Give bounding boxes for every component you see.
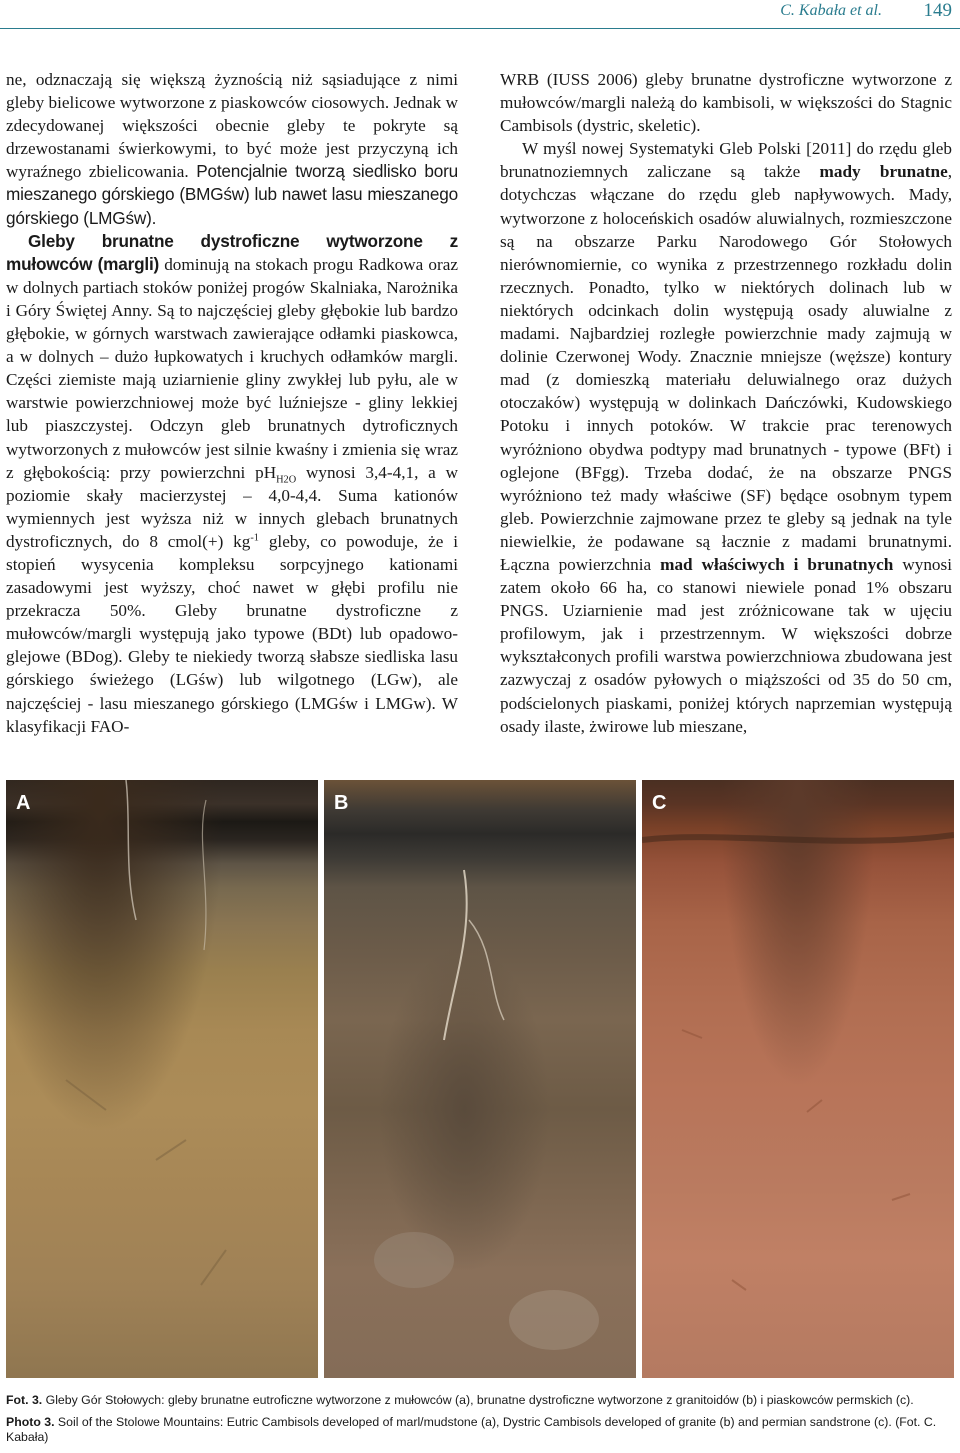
figure-caption-pl: [6, 1393, 954, 1408]
panel-label-a: A: [16, 792, 31, 814]
left-column: [6, 68, 458, 738]
left-p1-text: ne, odznaczają się większą żyznością niż sąsiadujące z nimi gleby bielicowe wytworzone z piaskowców ciosowych. Jednak w zdecydowanej większości obecnie gleby te pokryte są drzewostanami świerkowymi, to być może jest przyczyną ich wyraźnego zbielicowania.: [6, 70, 458, 182]
figure-caption-en: [6, 1415, 954, 1445]
caption-pl-label: Fot. 3.: [6, 1393, 43, 1407]
right-p2a-text: W myśl nowej Systematyki Gleb Polski [2011] do rzędu gleb brunatnoziemnych zaliczane są także: [500, 139, 952, 182]
running-header: [0, 0, 960, 28]
right-p1-text: WRB (IUSS 2006) gleby brunatne dystroficzne wytworzone z mułowców/margli należą do kambisoli, w większości do Stagnic Cambisols (dystric, skeletic).: [500, 70, 952, 136]
ph-subscript: H2O: [276, 474, 297, 486]
left-p1b-text: Potencjalnie tworzą siedlisko boru mieszanego górskiego (BMGśw) lub nawet lasu mieszanego górskiego (LMGśw).: [6, 161, 459, 228]
right-column: [500, 68, 952, 738]
header-rule: [0, 28, 960, 29]
panel-label-b: B: [334, 792, 349, 814]
soil-photo-b: [324, 780, 636, 1378]
right-p2b-text: , dotychczas włączane do rzędu gleb napływowych. Mady, wytworzone z holoceńskich osadów aluwialnych, rozmieszczone są na obszarze Parku Narodowego Gór Stołowych nierównomiernie, co wynika z przestrzennego rozkładu dolin rzecznych. Ponadto, tylko w niektórych dolinach lub w niektórych odcinkach dolin występują osady aluwialne z madami. Najbardziej rozległe powierzchnie mady zajmują w dolinie Czerwonej Wody. Znacznie mniejsze (węższe) kontury mad (z domieszką materiału deluwialnego oraz dużych otoczaków) występują w dolinkach Dańczówki, Kudowskiego Potoku i innych potoków. W trakcie prac terenowych wyróżniono obydwa podtypy mad brunatnych - typowe (BFt) i oglejone (BFgg). Trzeba dodać, że na obszarze PNGS wyróżniono też mady właściwe (SF) będące osobnym typem gleb. Powierzchnie zajmowane przez te gleby są jednak na tyle niewielkie, że podawane są łacznie z madami brunatnymi. Łączna powierzchnia: [500, 162, 953, 574]
soil-photo-a: [6, 780, 318, 1378]
soil-photo-c: [642, 780, 954, 1378]
left-paragraph-1: [6, 68, 458, 230]
left-p2a-text: dominują na stokach progu Radkowa oraz w dolnych partiach stoków poniżej progów Skalniaka, Narożnika i Góry Świętej Anny. Są to najczęściej gleby głębokie lub bardzo głębokie, w górnych warstwach zawierające odłamki piaskowca, a w dolnych – dużo łupkowatych i kruchych odłamków margli. Części ziemiste mają uziarnienie gliny zwykłej lub pyłu, ale w warstwie powierzchniowej może być luźniejsze - gliny lekkiej lub piaszczystej. Odczyn gleb brunatnych dytroficznych wytworzonych z mułowców jest silnie kwaśny i zmienia się wraz z głębokością: przy powierzchni pH: [6, 254, 458, 482]
page-number: 149: [923, 0, 952, 21]
texture-c: [642, 780, 954, 1378]
caption-en-text: Soil of the Stolowe Mountains: Eutric Cambisols developed of marl/mudstone (a), Dystric Cambisols developed of granite (b) and permian sandstrone (c). (Fot. C. Kabała): [6, 1415, 937, 1444]
left-paragraph-2: [6, 230, 458, 738]
right-p2-bold-1: mady brunatne: [819, 162, 948, 182]
right-p2c-text: wynosi zatem około 66 ha, co stanowi niewiele ponad 1% obszaru PNGS. Uziarnienie mad jest zróżnicowane tak w ujęciu profilowym, jak i przestrzennym. W większości dobrze wykształconych profili warstwa powierzchniowa zbudowana jest zazwyczaj z osadów pyłowych o miąższości od 35 do 50 cm, podścielonych piaskami, poniżej których naprzemian występują osady ilaste, żwirowe lub mieszane,: [500, 554, 952, 736]
soil-profile-figure: [6, 780, 954, 1378]
right-paragraph-1: [500, 68, 952, 137]
running-header-authors: C. Kabała et al.: [780, 2, 882, 19]
caption-en-label: Photo 3.: [6, 1415, 55, 1429]
root-lines-b: [324, 780, 636, 1378]
caption-pl-text: Gleby Gór Stołowych: gleby brunatne eutroficzne wytworzone z mułowców (a), brunatne dystroficzne wytworzone z granitoidów (b) i piaskowców permskich (c).: [42, 1393, 914, 1407]
panel-label-c: C: [652, 792, 667, 814]
left-p2b-text: wynosi 3,4-4,1, a w poziomie skały macierzystej – 4,0-4,4. Suma kationów wymiennych jest wyższa niż w innych glebach brunatnych dystroficznych, do 8 cmol(+) kg: [6, 462, 458, 551]
left-p2c-text: gleby, co powoduje, że i stopień wysycenia kompleksu sorpcyjnego kationami zasadowymi jest wyższy, choć nawet w głębi profilu nie przekracza 50%. Gleby brunatne dystroficzne z mułowców/margli występują jako typowe (BDt) lub opadowo-glejowe (BDog). Gleby te niekiedy tworzą słabsze siedliska lasu górskiego świeżego (LGśw) lub wilgotnego (LGw), ale najczęściej - lasu mieszanego górskiego (LMGśw i LMGw). W klasyfikacji FAO-: [6, 531, 458, 736]
unit-superscript: -1: [250, 532, 259, 544]
right-p2-bold-2: mad właściwych i brunatnych: [660, 554, 894, 574]
root-lines-a: [6, 780, 318, 1378]
left-p2-bold: Gleby brunatne dystroficzne wytworzone z mułowców (margli): [6, 230, 458, 274]
right-paragraph-2: [500, 137, 952, 737]
